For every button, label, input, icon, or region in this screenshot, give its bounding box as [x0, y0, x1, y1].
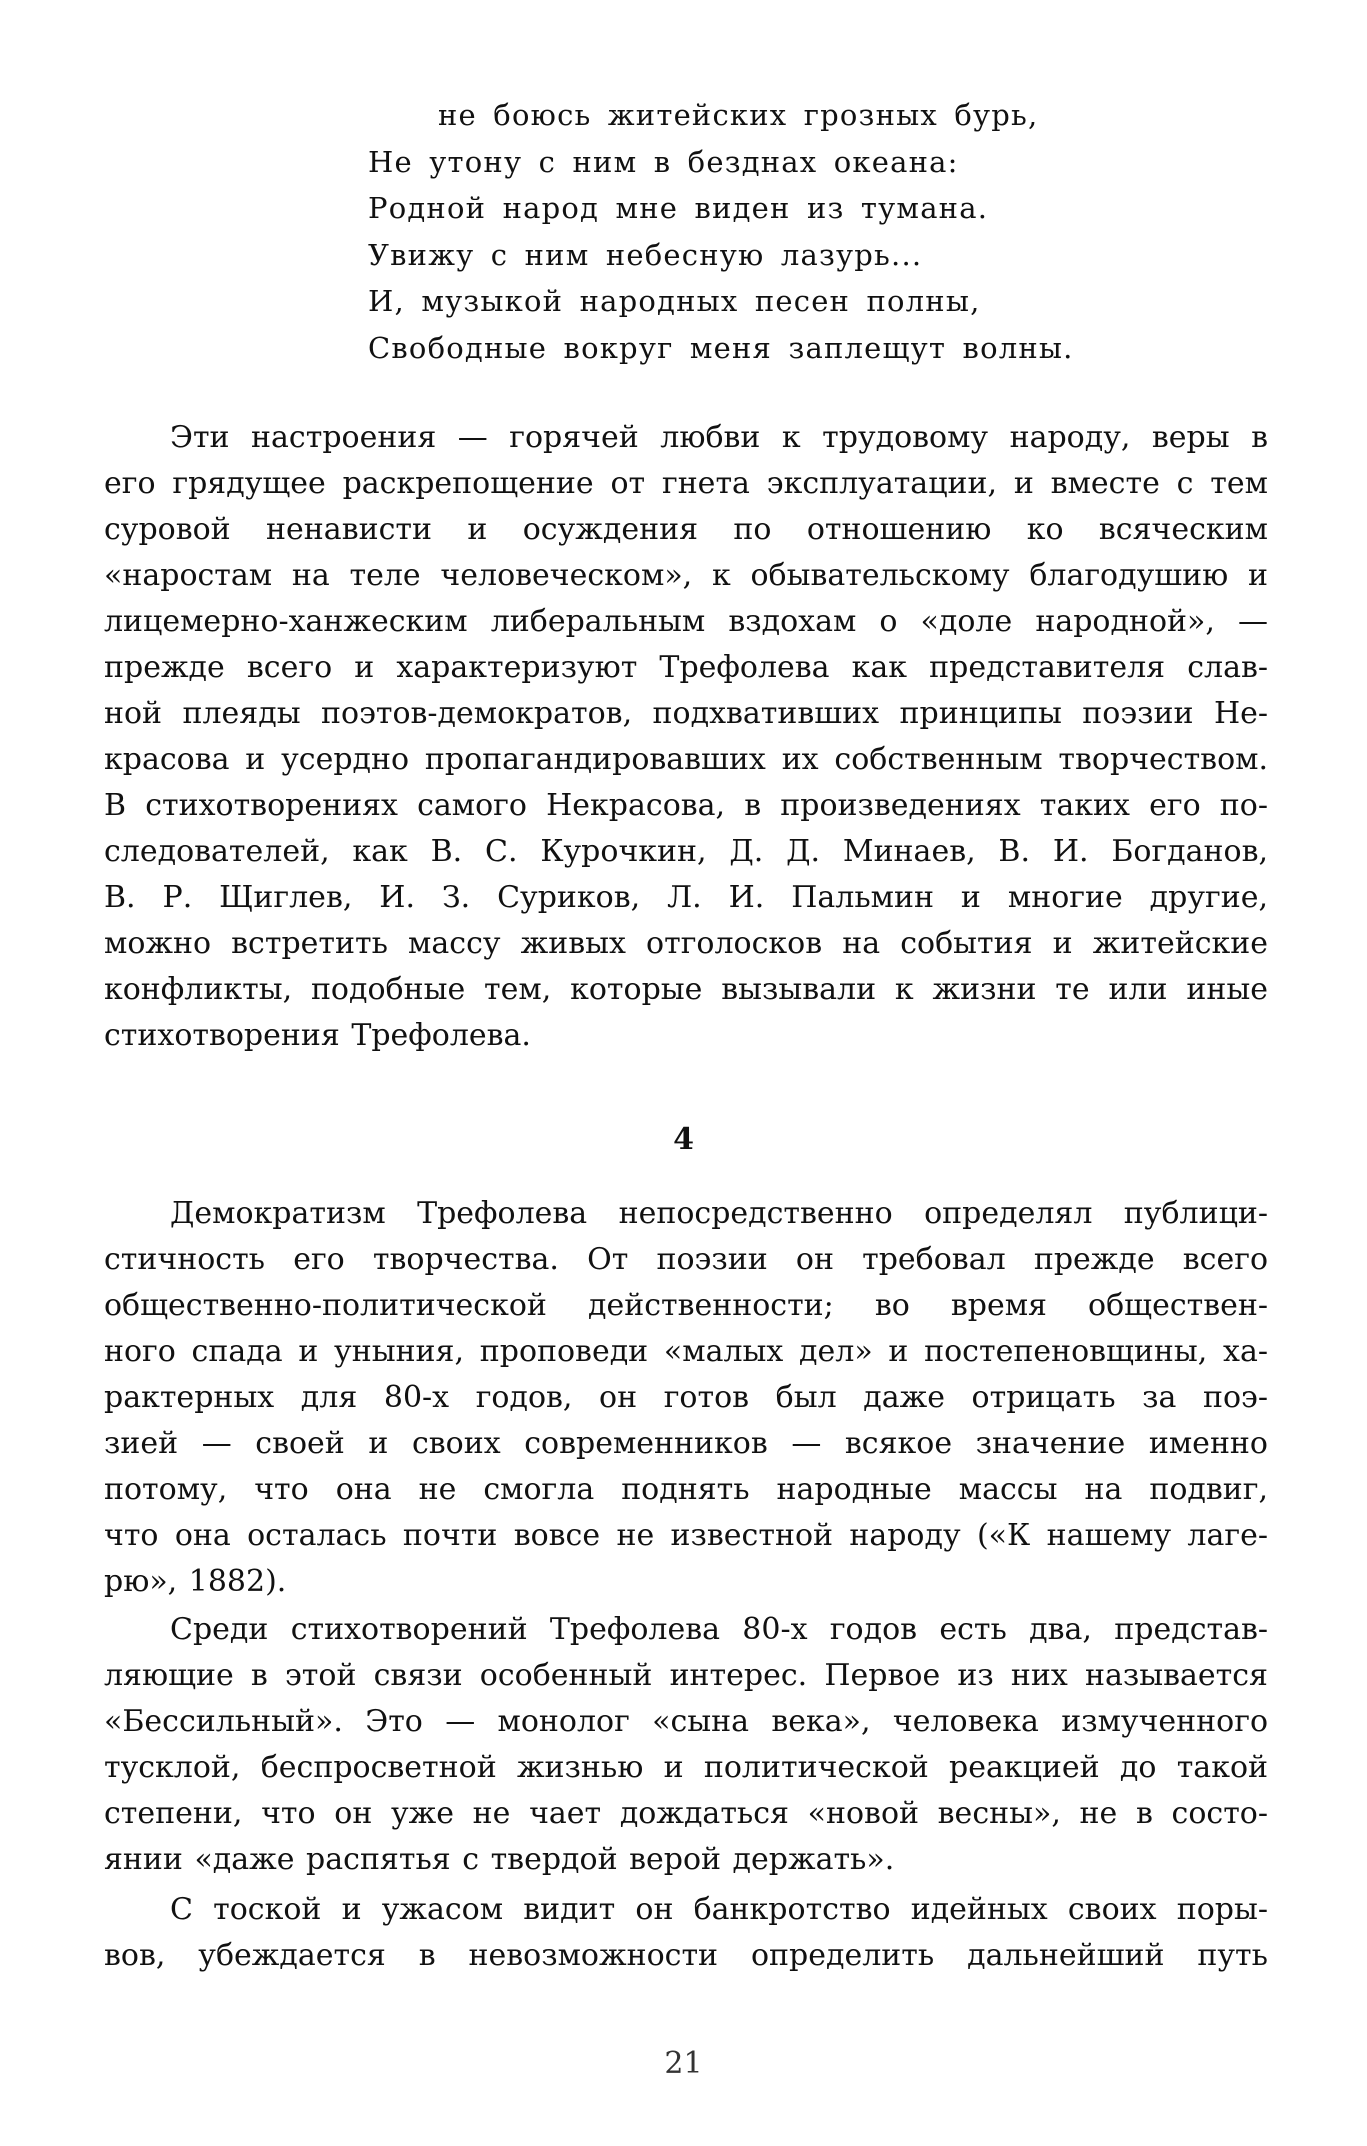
poem-stanza: [368, 92, 1188, 371]
text-line: ного спада и уныния, проповеди «малых дел» и постепеновщины, ха-: [104, 1334, 1268, 1369]
text-line: стихотворения Трефолева.: [104, 1018, 531, 1053]
text-line: Эти настроения — горячей любви к трудовому народу, веры в: [170, 420, 1268, 455]
text-line: рю», 1882).: [104, 1564, 287, 1599]
poem-line: Родной народ мне виден из тумана.: [368, 191, 989, 225]
text-line: В стихотворениях самого Некрасова, в произведениях таких его по-: [104, 788, 1268, 823]
text-line: конфликты, подобные тем, которые вызывали к жизни те или иные: [104, 972, 1268, 1007]
text-line: Демократизм Трефолева непосредственно определял публици-: [170, 1196, 1268, 1231]
text-line: степени, что он уже не чает дождаться «новой весны», не в состо-: [104, 1796, 1268, 1831]
text-line: потому, что она не смогла поднять народные массы на подвиг,: [104, 1472, 1268, 1507]
poem-line: не боюсь житейских грозных бурь,: [438, 98, 1039, 132]
text-line: следователей, как В. С. Курочкин, Д. Д. Минаев, В. И. Богданов,: [104, 834, 1268, 869]
text-line: общественно-политической действенности; во время обществен-: [104, 1288, 1268, 1323]
poem-line: И, музыкой народных песен полны,: [368, 284, 981, 318]
text-line: В. Р. Щиглев, И. З. Суриков, Л. И. Пальмин и многие другие,: [104, 880, 1268, 915]
text-line: его грядущее раскрепощение от гнета эксплуатации, и вместе с тем: [104, 466, 1268, 501]
text-line: что она осталась почти вовсе не известной народу («К нашему лаге-: [104, 1518, 1268, 1553]
poem-line: Увижу с ним небесную лазурь...: [368, 237, 923, 272]
text-line: лицемерно-ханжеским либеральным вздохам о «доле народной», —: [104, 604, 1268, 639]
text-line: суровой ненависти и осуждения по отношению ко всяческим: [104, 512, 1268, 547]
text-line: тусклой, беспросветной жизнью и политической реакцией до такой: [104, 1750, 1268, 1785]
text-line: красова и усердно пропагандировавших их собственным творчеством.: [104, 742, 1268, 777]
text-line: вов, убеждается в невозможности определить дальнейший путь: [104, 1938, 1268, 1973]
text-line: прежде всего и характеризуют Трефолева как представителя слав-: [104, 650, 1268, 685]
section-heading: 4: [673, 1122, 694, 1157]
text-line: Среди стихотворений Трефолева 80-х годов есть два, представ-: [170, 1612, 1268, 1647]
text-line: ной плеяды поэтов-демократов, подхвативших принципы поэзии Не-: [104, 696, 1268, 731]
page-number: 21: [664, 2046, 703, 2081]
text-line: «наростам на теле человеческом», к обывательскому благодушию и: [104, 558, 1268, 593]
text-line: стичность его творчества. От поэзии он требовал прежде всего: [104, 1242, 1268, 1277]
poem-line: Не утону с ним в безднах океана:: [368, 144, 959, 179]
poem-line: Свободные вокруг меня заплещут волны.: [368, 330, 1074, 365]
text-line: «Бессильный». Это — монолог «сына века», человека измученного: [104, 1704, 1268, 1739]
text-line: можно встретить массу живых отголосков на события и житейские: [104, 926, 1268, 961]
text-line: янии «даже распятья с твердой верой держать».: [104, 1842, 895, 1877]
text-line: ляющие в этой связи особенный интерес. Первое из них называется: [104, 1658, 1268, 1693]
text-line: рактерных для 80-х годов, он готов был даже отрицать за поэ-: [104, 1380, 1268, 1415]
text-line: С тоской и ужасом видит он банкротство идейных своих поры-: [170, 1892, 1268, 1927]
text-line: зией — своей и своих современников — всякое значение именно: [104, 1426, 1268, 1461]
